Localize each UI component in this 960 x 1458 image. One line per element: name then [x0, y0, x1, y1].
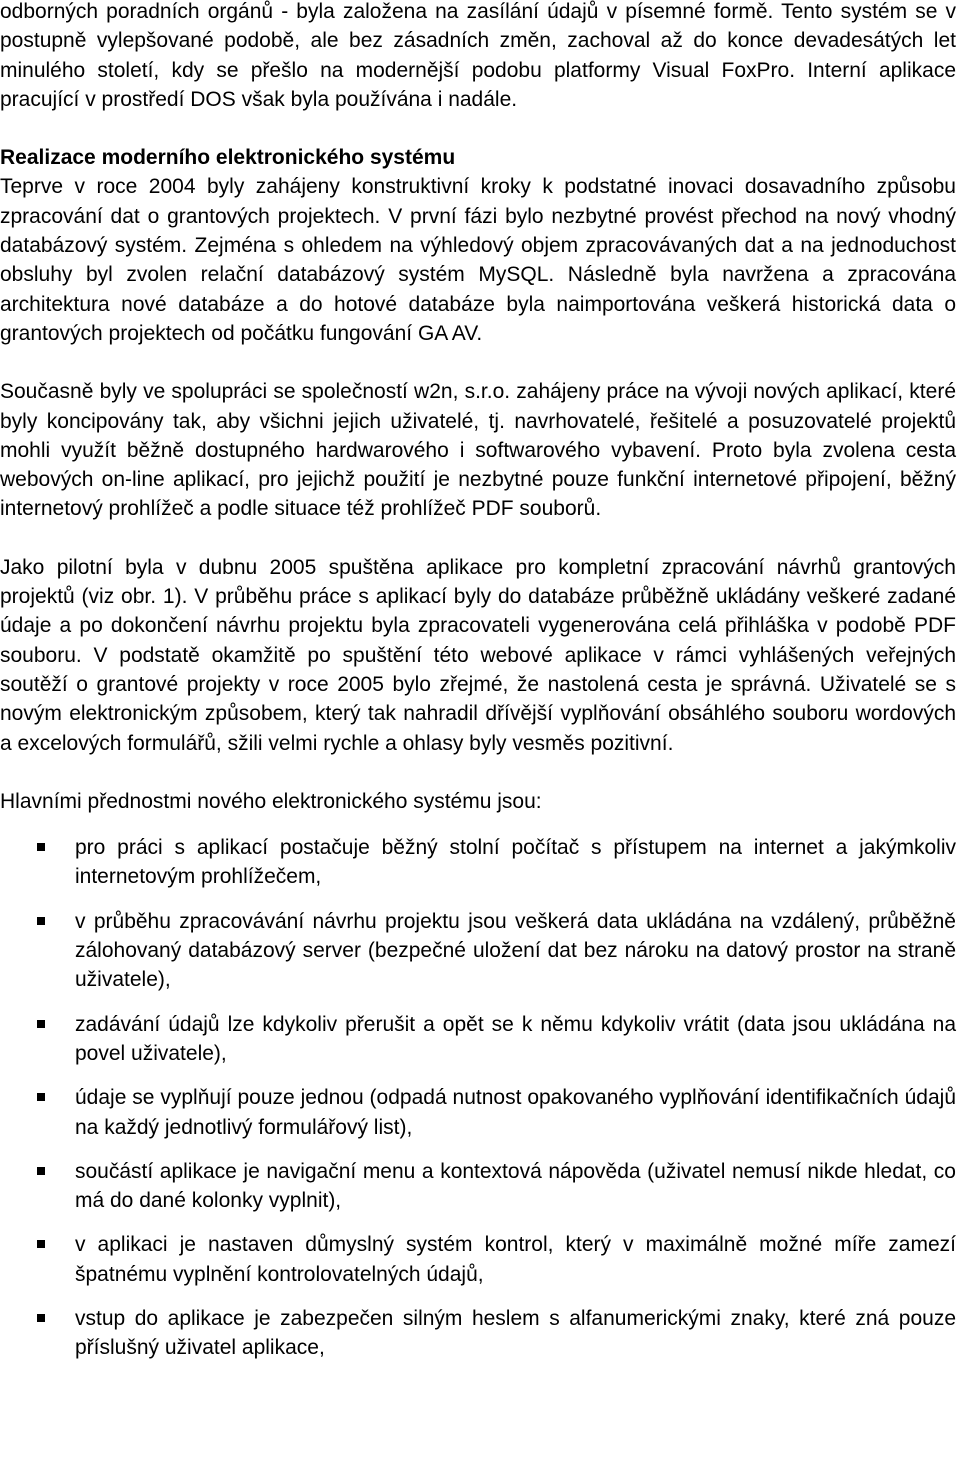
list-item-text: údaje se vyplňují pouze jednou (odpadá nutnost opakovaného vyplňování identifikačních údajů na každý jednotlivý formulářový list), — [75, 1086, 956, 1139]
list-item-text: součástí aplikace je navigační menu a kontextová nápověda (uživatel nemusí nikde hledat, co má do dané kolonky vyplnit), — [75, 1159, 956, 1213]
square-bullet-icon — [37, 843, 45, 851]
square-bullet-icon — [37, 1093, 45, 1101]
paragraph-cooperation: Současně byly ve spolupráci se společností w2n, s.r.o. zahájeny práce na vývoji nových aplikací, které byly koncipovány tak, aby všichni jejich uživatelé, tj. navrhovatelé, řešitelé a posuzovatelé projektů mohli využít běžně dostupného hardwarového i softwarového vybavení. Proto byla zvolena cesta webových on-line aplikací, pro jejichž použití je nezbytné pouze funkční internetové připojení, běžný internetový prohlížeč a podle situace též prohlížeč PDF souborů. — [0, 380, 956, 521]
paragraph-spacer — [0, 524, 956, 553]
section-heading: Realizace moderního elektronického systému — [0, 146, 456, 170]
square-bullet-icon — [37, 917, 45, 925]
list-item-text: v průběhu zpracovávání návrhu projektu jsou veškerá data ukládána na vzdálený, průběžně zálohovaný databázový server (bezpečné uložení dat bez nároku na datový prostor na straně uživatele), — [75, 909, 956, 992]
paragraph-spacer — [0, 348, 956, 377]
square-bullet-icon — [37, 1020, 45, 1028]
list-item — [0, 1083, 956, 1142]
list-item — [0, 1157, 956, 1216]
paragraph-spacer — [0, 114, 956, 143]
paragraph-spacer — [0, 758, 956, 787]
paragraph-pilot: Jako pilotní byla v dubnu 2005 spuštěna aplikace pro kompletní zpracování návrhů grantových projektů (viz obr. 1). V průběhu práce s aplikací byly do databáze průběžně ukládány veškeré zadané údaje a po dokončení návrhu projektu byla zpracovateli vygenerována celá přihláška v podobě PDF souboru. V podstatě okamžitě po spuštění této webové aplikace v rámci vyhlášených veřejných soutěží o grantové projekty v roce 2005 bylo zřejmé, že nastolená cesta je správná. Uživatelé se s novým elektronickým způsobem, který tak nahradil dřívější vyplňování obsáhlého souboru wordových a excelových formulářů, sžili velmi rychle a ohlasy byly vesměs pozitivní. — [0, 555, 956, 755]
paragraph-realization: Teprve v roce 2004 byly zahájeny konstruktivní kroky k podstatné inovaci dosavadního způsobu zpracování dat o grantových projektech. V první fázi bylo nezbytné provést přechod na nový vhodný databázový systém. Zejména s ohledem na výhledový objem zpracovávaných dat a na jednoduchost obsluhy byl zvolen relační databázový systém MySQL. Následně byla navržena a zpracována architektura nové databáze a do hotové databáze byla naimportována veškerá historická data o grantových projektech od počátku fungování GA AV. — [0, 175, 956, 345]
advantages-list — [0, 833, 956, 1362]
square-bullet-icon — [37, 1314, 45, 1322]
list-intro: Hlavními přednostmi nového elektronického systému jsou: — [0, 789, 542, 813]
list-item — [0, 1010, 956, 1069]
list-item — [0, 1230, 956, 1289]
square-bullet-icon — [37, 1167, 45, 1175]
paragraph-history: odborných poradních orgánů - byla založena na zasílání údajů v písemné formě. Tento systém se v postupně vylepšované podobě, ale bez zásadních změn, zachoval až do konce devadesátých let minulého století, kdy se přešlo na modernější podobu platformy Visual FoxPro. Interní aplikace pracující v prostředí DOS však byla používána i nadále. — [0, 0, 956, 111]
square-bullet-icon — [37, 1240, 45, 1248]
list-spacer — [0, 816, 956, 833]
list-item-text: pro práci s aplikací postačuje běžný stolní počítač s přístupem na internet a jakýmkoliv internetovým prohlížečem, — [75, 836, 956, 889]
list-item-text: v aplikaci je nastaven důmyslný systém kontrol, který v maximálně možné míře zamezí špatnému vyplnění kontrolovatelných údajů, — [75, 1233, 956, 1286]
list-item — [0, 907, 956, 995]
list-item — [0, 1304, 956, 1363]
list-item — [0, 833, 956, 892]
list-item-text: vstup do aplikace je zabezpečen silným heslem s alfanumerickými znaky, které zná pouze příslušný uživatel aplikace, — [75, 1306, 956, 1360]
list-item-text: zadávání údajů lze kdykoliv přerušit a opět se k němu kdykoliv vrátit (data jsou ukládána na povel uživatele), — [75, 1012, 956, 1065]
